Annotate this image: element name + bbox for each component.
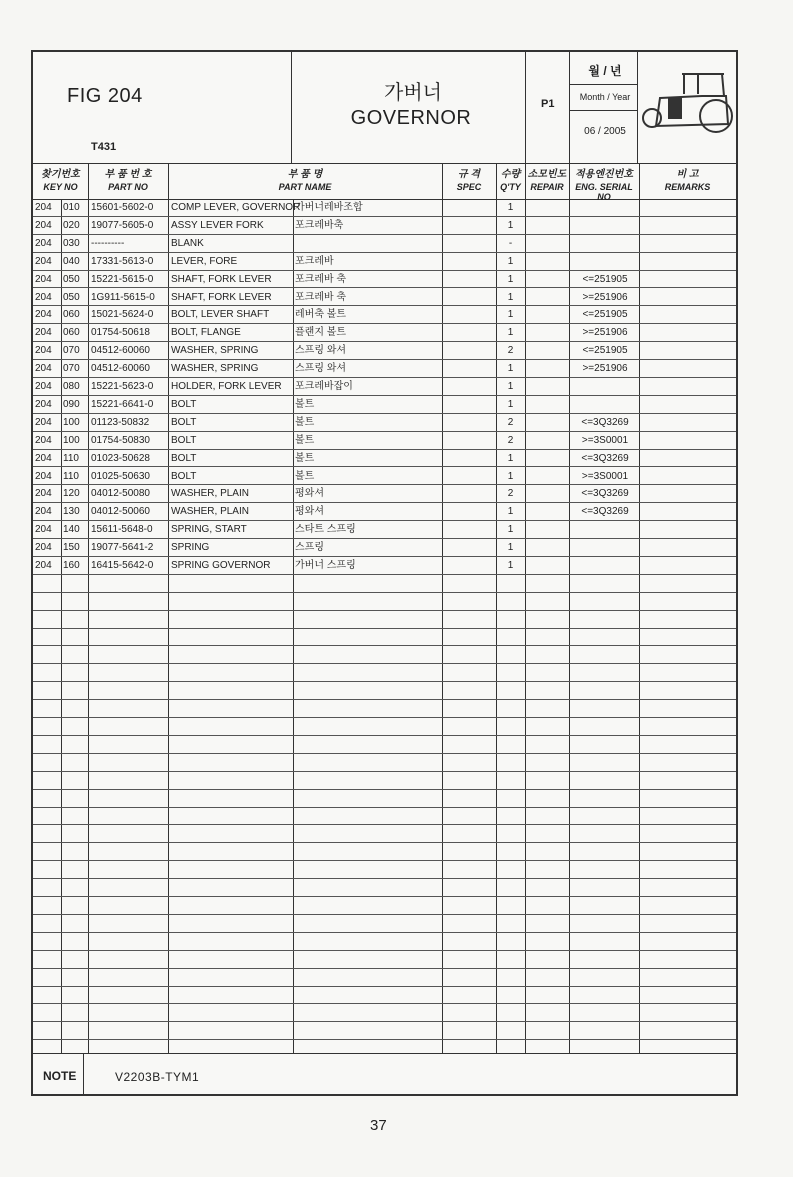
- empty-row: [33, 951, 736, 969]
- part-no-cell: 16415-5642-0: [91, 560, 154, 571]
- empty-row: [33, 647, 736, 665]
- issue-date: 06 / 2005: [584, 126, 626, 137]
- key-no-cell: 110: [63, 470, 79, 482]
- serial-cell: <=3Q3269: [581, 488, 629, 500]
- key-no-cell: 040: [63, 255, 80, 267]
- part-no-cell: 19077-5641-2: [91, 542, 154, 554]
- key-no-cell: 130: [63, 506, 80, 518]
- qty-cell: 1: [507, 363, 514, 375]
- col-name-kr: 부 품 명: [287, 169, 323, 180]
- fig-no-cell: 204: [35, 506, 52, 518]
- fig-no-cell: 204: [35, 202, 52, 213]
- part-no-cell: 15611-5648-0: [91, 524, 153, 536]
- qty-cell: 1: [507, 524, 514, 536]
- part-no-cell: 19077-5605-0: [91, 219, 154, 231]
- part-name-kr-cell: 포크레바 축: [295, 291, 347, 303]
- table-row: [33, 199, 736, 217]
- key-no-cell: 030: [63, 237, 80, 249]
- table-row: [33, 485, 736, 503]
- table-row: [33, 271, 736, 289]
- empty-row: [33, 933, 736, 951]
- col-repair-en: REPAIR: [530, 182, 564, 192]
- part-name-kr-cell: 레버축 볼트: [295, 309, 347, 321]
- key-no-cell: 020: [63, 219, 80, 231]
- table-row: [33, 503, 736, 521]
- empty-row: [33, 682, 736, 700]
- serial-cell: >=251906: [582, 291, 628, 303]
- part-name-en-cell: WASHER, SPRING: [171, 345, 259, 357]
- table-row: [33, 539, 736, 557]
- qty-cell: 2: [507, 416, 514, 428]
- part-name-kr-cell: 스프링: [295, 542, 324, 554]
- qty-cell: 1: [507, 273, 514, 285]
- title-korean: 가버너: [384, 82, 442, 104]
- part-no-cell: 15221-5615-0: [91, 273, 154, 285]
- key-no-cell: 090: [63, 398, 80, 410]
- part-name-kr-cell: 평와셔: [295, 506, 324, 518]
- part-name-en-cell: LEVER, FORE: [171, 255, 238, 267]
- part-name-en-cell: BLANK: [171, 237, 204, 249]
- part-no-cell: 15221-6641-0: [91, 398, 154, 410]
- fig-no-cell: 204: [35, 398, 52, 410]
- part-name-kr-cell: 포크레바 축: [295, 273, 347, 285]
- empty-row: [33, 879, 736, 897]
- serial-cell: [571, 199, 639, 217]
- col-repair-kr: 소모빈도: [527, 169, 567, 180]
- fig-no-cell: 204: [35, 452, 52, 464]
- serial-cell: >=251906: [582, 363, 628, 375]
- key-no-cell: 050: [63, 273, 80, 285]
- fig-no-cell: 204: [35, 273, 52, 285]
- serial-cell: [571, 557, 639, 575]
- empty-row: [33, 987, 736, 1005]
- col-spec-en: SPEC: [456, 182, 482, 192]
- part-name-en-cell: BOLT, LEVER SHAFT: [171, 309, 270, 321]
- table-row: [33, 557, 736, 575]
- empty-row: [33, 808, 736, 826]
- key-no-cell: 150: [63, 542, 80, 554]
- part-name-kr-cell: 가버너레바조합: [295, 202, 363, 213]
- part-no-cell: 15601-5602-0: [91, 202, 154, 213]
- fig-no-cell: 204: [35, 434, 52, 446]
- note-section: [33, 1053, 736, 1095]
- serial-cell: <=251905: [582, 309, 628, 321]
- qty-cell: 1: [507, 560, 514, 571]
- fig-no-cell: 204: [35, 237, 52, 249]
- empty-row: [33, 1022, 736, 1040]
- part-no-cell: 1G911-5615-0: [91, 291, 155, 303]
- serial-cell: [571, 378, 639, 396]
- empty-row: [33, 736, 736, 754]
- table-row: [33, 342, 736, 360]
- fig-no-cell: 204: [35, 470, 52, 482]
- qty-cell: 1: [507, 542, 514, 554]
- fig-no-cell: 204: [35, 291, 52, 303]
- qty-cell: 2: [507, 434, 514, 446]
- col-remarks-kr: 비 고: [676, 169, 699, 180]
- qty-cell: 1: [507, 470, 514, 482]
- note-value: V2203B-TYM1: [115, 1070, 200, 1084]
- fig-no-cell: 204: [35, 488, 52, 500]
- part-name-en-cell: BOLT: [171, 434, 197, 446]
- part-name-kr-cell: 플랜지 볼트: [295, 327, 347, 339]
- table-row: [33, 450, 736, 468]
- part-name-en-cell: SPRING, START: [171, 524, 247, 536]
- fig-no-cell: 204: [35, 416, 52, 428]
- part-no-cell: 15021-5624-0: [91, 309, 154, 321]
- table-row: [33, 396, 736, 414]
- table-row: [33, 306, 736, 324]
- part-name-kr-cell: 포크레바축: [295, 219, 344, 231]
- part-name-kr-cell: 스프링 와셔: [295, 363, 347, 375]
- table-row: [33, 253, 736, 271]
- part-name-en-cell: SPRING: [171, 542, 210, 554]
- month-year-english: Month / Year: [579, 92, 631, 102]
- parts-sheet: [31, 50, 738, 1096]
- part-name-en-cell: COMP LEVER, GOVERNOR: [171, 202, 301, 213]
- fig-no-cell: 204: [35, 560, 52, 571]
- empty-row: [33, 790, 736, 808]
- part-no-cell: 04012-50060: [91, 506, 150, 518]
- part-name-kr-cell: 스타트 스프링: [295, 524, 356, 536]
- qty-cell: 1: [507, 506, 514, 518]
- qty-cell: 1: [507, 309, 514, 321]
- qty-cell: 1: [507, 327, 514, 339]
- fig-no-cell: 204: [35, 219, 52, 231]
- col-key-en: KEY NO: [43, 182, 78, 192]
- model-code: T431: [91, 141, 117, 153]
- part-name-en-cell: WASHER, SPRING: [171, 363, 259, 375]
- page-number: 37: [370, 1117, 387, 1134]
- serial-cell: [571, 253, 639, 271]
- col-qty-kr: 수량: [500, 169, 521, 180]
- key-no-cell: 080: [63, 381, 80, 392]
- qty-cell: 1: [507, 452, 514, 464]
- empty-row: [33, 700, 736, 718]
- key-no-cell: 070: [63, 363, 80, 375]
- part-name-en-cell: SHAFT, FORK LEVER: [171, 273, 272, 285]
- part-name-kr-cell: 포크레바: [295, 255, 334, 267]
- serial-cell: [571, 521, 639, 539]
- part-name-en-cell: ASSY LEVER FORK: [171, 219, 264, 231]
- serial-cell: [571, 217, 639, 235]
- empty-row: [33, 718, 736, 736]
- part-name-en-cell: BOLT: [171, 470, 197, 482]
- part-no-cell: 01023-50628: [91, 452, 150, 464]
- tractor-icon: [642, 66, 735, 140]
- part-no-cell: 15221-5623-0: [91, 381, 154, 392]
- part-no-cell: 01754-50618: [91, 327, 150, 339]
- serial-cell: >=251906: [582, 327, 628, 339]
- fig-no-cell: 204: [35, 363, 52, 375]
- col-part-kr: 부 품 번 호: [104, 169, 152, 180]
- title-english: GOVERNOR: [350, 107, 472, 129]
- serial-cell: [571, 396, 639, 414]
- figure-number: FIG 204: [67, 85, 143, 107]
- part-name-en-cell: WASHER, PLAIN: [171, 488, 249, 500]
- table-row: [33, 432, 736, 450]
- table-row: [33, 324, 736, 342]
- serial-cell: >=3S0001: [581, 470, 629, 482]
- col-spec-kr: 규 격: [457, 169, 481, 180]
- fig-no-cell: 204: [35, 327, 52, 339]
- serial-cell: <=251905: [582, 273, 628, 285]
- table-row: [33, 378, 736, 396]
- fig-no-cell: 204: [35, 542, 52, 554]
- part-name-en-cell: BOLT: [171, 452, 197, 464]
- part-no-cell: 01123-50832: [91, 416, 150, 428]
- serial-cell: <=3Q3269: [581, 416, 629, 428]
- col-name-en: PART NAME: [278, 182, 332, 192]
- fig-no-cell: 204: [35, 524, 52, 536]
- part-no-cell: 04012-50080: [91, 488, 150, 500]
- part-name-kr-cell: 볼트: [295, 452, 315, 464]
- part-name-kr-cell: 스프링 와셔: [295, 345, 347, 357]
- qty-cell: 2: [507, 488, 514, 500]
- qty-cell: 1: [507, 381, 514, 392]
- part-name-kr-cell: 볼트: [295, 434, 315, 446]
- serial-cell: <=251905: [582, 345, 628, 357]
- col-key-kr: 찾기번호: [41, 169, 80, 180]
- part-name-kr-cell: 가버너 스프링: [295, 560, 356, 571]
- empty-row: [33, 843, 736, 861]
- sheet-header: [33, 52, 736, 164]
- part-name-en-cell: SPRING GOVERNOR: [171, 560, 271, 571]
- qty-cell: 1: [507, 291, 514, 303]
- empty-row: [33, 754, 736, 772]
- part-name-kr-cell: 볼트: [295, 398, 315, 410]
- part-name-kr-cell: 포크레바잡이: [295, 381, 353, 392]
- fig-no-cell: 204: [35, 381, 52, 392]
- col-serial-en: ENG. SERIAL NO: [575, 182, 633, 202]
- key-no-cell: 110: [63, 452, 79, 464]
- empty-row: [33, 969, 736, 987]
- month-year-korean: 월 / 년: [588, 64, 622, 78]
- fig-no-cell: 204: [35, 345, 52, 357]
- part-name-kr-cell: 볼트: [295, 416, 315, 428]
- key-no-cell: 060: [63, 309, 80, 321]
- serial-cell: [571, 235, 639, 253]
- part-name-en-cell: HOLDER, FORK LEVER: [171, 381, 282, 392]
- empty-row: [33, 861, 736, 879]
- key-no-cell: 160: [63, 560, 80, 571]
- qty-cell: 2: [507, 345, 514, 357]
- key-no-cell: 100: [63, 434, 80, 446]
- part-no-cell: ----------: [91, 237, 125, 249]
- part-name-kr-cell: 평와셔: [295, 488, 324, 500]
- table-row: [33, 414, 736, 432]
- col-qty-en: Q'TY: [500, 182, 521, 192]
- part-name-en-cell: BOLT: [171, 398, 197, 410]
- col-part-en: PART NO: [108, 182, 148, 192]
- key-no-cell: 100: [63, 416, 80, 428]
- table-row: [33, 360, 736, 378]
- empty-row: [33, 915, 736, 933]
- key-no-cell: 140: [63, 524, 80, 536]
- empty-row: [33, 593, 736, 611]
- key-no-cell: 060: [63, 327, 80, 339]
- key-no-cell: 070: [63, 345, 80, 357]
- part-name-kr-cell: 볼트: [295, 470, 315, 482]
- empty-row: [33, 664, 736, 682]
- part-no-cell: 01025-50630: [91, 470, 150, 482]
- empty-row: [33, 575, 736, 593]
- serial-cell: [571, 539, 639, 557]
- table-row: [33, 468, 736, 486]
- key-no-cell: 010: [63, 202, 80, 213]
- part-name-en-cell: SHAFT, FORK LEVER: [171, 291, 272, 303]
- serial-cell: <=3Q3269: [581, 506, 629, 518]
- empty-row: [33, 629, 736, 647]
- fig-no-cell: 204: [35, 309, 52, 321]
- serial-cell: >=3S0001: [581, 434, 629, 446]
- part-no-cell: 17331-5613-0: [91, 255, 154, 267]
- col-serial-kr: 적용엔진번호: [575, 169, 633, 180]
- part-name-en-cell: BOLT, FLANGE: [171, 327, 241, 339]
- part-name-kr-cell: [295, 235, 441, 253]
- qty-cell: 1: [507, 202, 514, 213]
- serial-cell: <=3Q3269: [581, 452, 629, 464]
- qty-cell: 1: [507, 255, 514, 267]
- page-code: P1: [541, 98, 555, 110]
- table-row: [33, 521, 736, 539]
- fig-no-cell: 204: [35, 255, 52, 267]
- table-row: [33, 235, 736, 253]
- part-no-cell: 04512-60060: [91, 345, 150, 357]
- part-name-en-cell: BOLT: [171, 416, 197, 428]
- qty-cell: 1: [507, 398, 514, 410]
- part-no-cell: 01754-50830: [91, 434, 150, 446]
- empty-row: [33, 897, 736, 915]
- key-no-cell: 120: [63, 488, 80, 500]
- empty-row: [33, 1005, 736, 1023]
- qty-cell: 1: [507, 219, 514, 231]
- part-no-cell: 04512-60060: [91, 363, 150, 375]
- qty-cell: -: [508, 237, 513, 249]
- empty-row: [33, 826, 736, 844]
- table-row: [33, 217, 736, 235]
- empty-row: [33, 772, 736, 790]
- column-headers: [33, 163, 736, 200]
- empty-row: [33, 611, 736, 629]
- key-no-cell: 050: [63, 291, 80, 303]
- col-remarks-en: REMARKS: [664, 182, 711, 192]
- table-row: [33, 289, 736, 307]
- note-label: NOTE: [43, 1069, 77, 1083]
- part-name-en-cell: WASHER, PLAIN: [171, 506, 249, 518]
